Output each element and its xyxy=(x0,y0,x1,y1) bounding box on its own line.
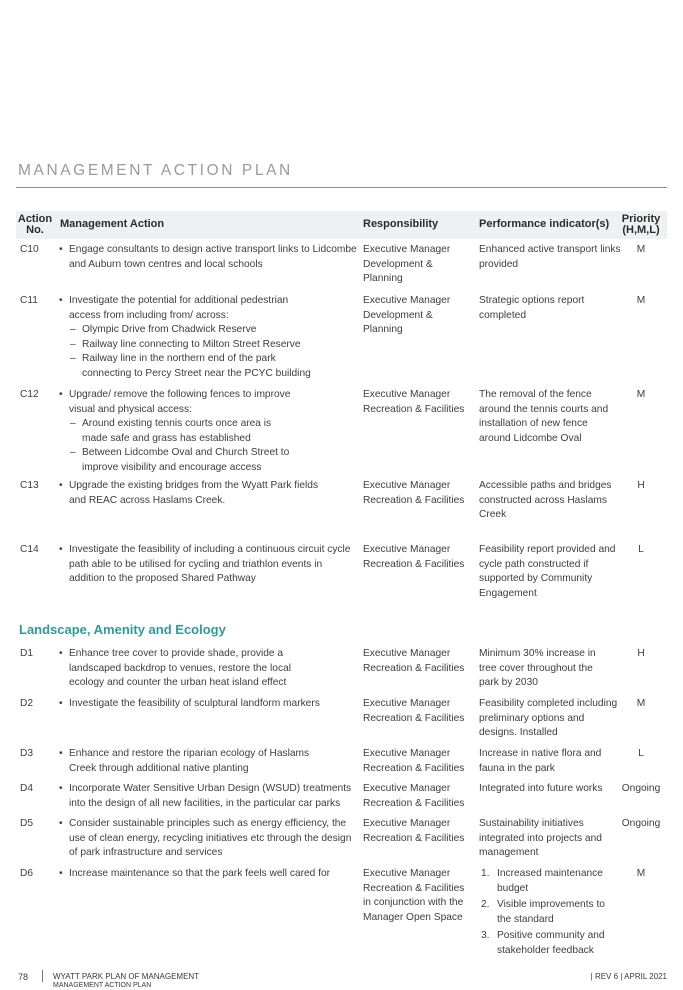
responsibility: Executive Manager Recreation & Facilities xyxy=(363,748,465,774)
priority: L xyxy=(638,544,644,555)
management-action: • Investigate the potential for additional pedestrian access from including from/ across: – Olympic Drive from Chadwick Reserve – Railway line connecting to Milton Street Reserve – Railway line in the northern end of the park connecting to Percy Street near the PCYC building xyxy=(58,294,316,382)
management-action: • Increase maintenance so that the park feels well cared for xyxy=(58,867,358,882)
priority: H xyxy=(637,480,645,491)
responsibility: Executive Manager Recreation & Facilities xyxy=(363,389,465,415)
footer-divider xyxy=(42,970,43,982)
management-action: • Enhance and restore the riparian ecology of Haslams Creek through additional native planting xyxy=(58,747,328,776)
performance-list-item: 1. Increased maintenance budget xyxy=(481,868,603,894)
action-no: C14 xyxy=(20,544,39,555)
management-action: • Upgrade the existing bridges from the Wyatt Park fields and REAC across Haslams Creek. xyxy=(58,479,320,508)
management-action: • Engage consultants to design active transport links to Lidcombe and Auburn town centres and local schools xyxy=(58,243,358,272)
responsibility: Executive Manager Development & Planning xyxy=(363,295,451,336)
responsibility: Executive Manager Recreation & Facilities xyxy=(363,480,465,506)
performance-indicator xyxy=(479,867,617,959)
table-header xyxy=(16,211,667,239)
priority: M xyxy=(636,389,646,400)
footer-doc-subtitle: MANAGEMENT ACTION PLAN xyxy=(53,982,152,989)
responsibility: Executive Manager Recreation & Facilities xyxy=(363,783,465,809)
performance-indicator: Increase in native flora and fauna in the park xyxy=(479,748,602,774)
priority: M xyxy=(636,698,646,709)
action-no: C10 xyxy=(20,244,39,255)
action-no: C13 xyxy=(20,480,39,491)
header-responsibility: Responsibility xyxy=(363,218,439,230)
performance-indicator: The removal of the fence around the tennis courts and installation of new fence around Lidcombe Oval xyxy=(479,389,609,444)
management-action: • Enhance tree cover to provide shade, provide a landscaped backdrop to venues, restore the local ecology and counter the urban heat island effect xyxy=(58,647,322,691)
priority: H xyxy=(637,648,645,659)
management-action: • Consider sustainable principles such as energy efficiency, the use of clean energy, recycling initiatives etc through the design of park infrastructure and services xyxy=(58,817,358,861)
performance-indicator: Strategic options report completed xyxy=(479,295,585,321)
action-no: C12 xyxy=(20,389,39,400)
action-no: D6 xyxy=(20,868,34,879)
performance-list-item: 2. Visible improvements to the standard xyxy=(481,899,605,925)
management-action: • Investigate the feasibility of including a continuous circuit cycle path able to be utilised for cycling and triathlon events in addition to the proposed Shared Pathway xyxy=(58,543,358,587)
priority: M xyxy=(636,244,646,255)
priority: Ongoing xyxy=(621,783,661,794)
page-title: MANAGEMENT ACTION PLAN xyxy=(18,162,293,179)
responsibility: Executive Manager Recreation & Facilities xyxy=(363,648,465,674)
action-no: D2 xyxy=(20,698,34,709)
priority: M xyxy=(636,868,646,879)
performance-indicator: Feasibility report provided and cycle path constructed if supported by Community Engagement xyxy=(479,544,616,599)
performance-indicator: Accessible paths and bridges constructed across Haslams Creek xyxy=(479,480,612,521)
responsibility: Executive Manager Recreation & Facilities xyxy=(363,818,465,844)
action-no: D3 xyxy=(20,748,34,759)
management-action: • Incorporate Water Sensitive Urban Design (WSUD) treatments into the design of all new facilities, in the particular car parks xyxy=(58,782,363,811)
title-divider xyxy=(16,187,667,188)
action-no: D1 xyxy=(20,648,34,659)
section-title: Landscape, Amenity and Ecology xyxy=(19,622,226,637)
responsibility: Executive Manager Recreation & Facilities xyxy=(363,544,465,570)
management-action: • Upgrade/ remove the following fences to improve visual and physical access: – Around existing tennis courts once area is made safe and grass has established – Between Lidcombe Oval and Church Street to improve visibility and encourage access xyxy=(58,388,296,476)
performance-indicator: Integrated into future works xyxy=(479,783,603,794)
page-number: 78 xyxy=(18,972,29,982)
management-action: • Investigate the feasibility of sculptural landform markers xyxy=(58,697,358,712)
footer-doc-title: WYATT PARK PLAN OF MANAGEMENT xyxy=(53,972,200,981)
performance-indicator: Feasibility completed including preliminary options and designs. Installed xyxy=(479,698,618,739)
header-action-no: Action No. xyxy=(17,213,53,236)
priority: L xyxy=(638,748,644,759)
priority: Ongoing xyxy=(621,818,661,829)
responsibility: Executive Manager Recreation & Facilities xyxy=(363,698,465,724)
action-no: D5 xyxy=(20,818,34,829)
footer-revision: | REV 6 | APRIL 2021 xyxy=(590,972,667,981)
header-management-action: Management Action xyxy=(60,218,165,230)
header-performance: Performance indicator(s) xyxy=(479,218,610,230)
performance-indicator: Enhanced active transport links provided xyxy=(479,244,621,270)
performance-list-item: 3. Positive community and stakeholder feedback xyxy=(481,930,605,956)
performance-indicator: Sustainability initiatives integrated into projects and management xyxy=(479,818,602,859)
action-no: C11 xyxy=(20,295,38,306)
header-priority: Priority (H,M,L) xyxy=(621,213,661,236)
responsibility: Executive Manager Development & Planning xyxy=(363,244,451,285)
performance-indicator: Minimum 30% increase in tree cover throughout the park by 2030 xyxy=(479,648,596,689)
action-no: D4 xyxy=(20,783,34,794)
responsibility: Executive Manager Recreation & Facilities in conjunction with the Manager Open Space xyxy=(363,868,465,923)
priority: M xyxy=(636,295,646,306)
